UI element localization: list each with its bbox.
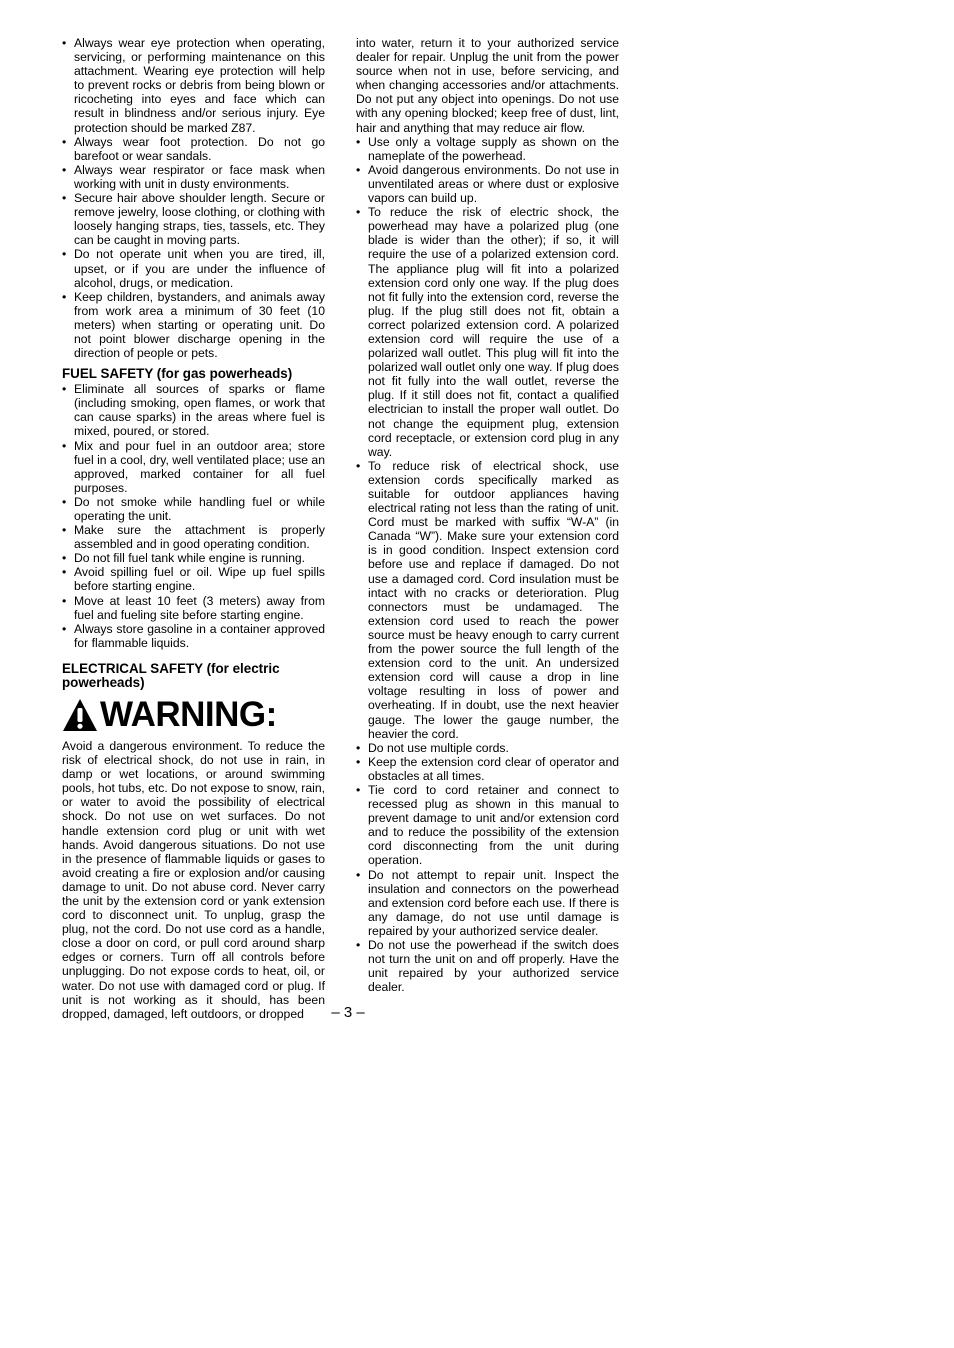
general-safety-list	[62, 36, 325, 360]
list-item: • To reduce the risk of electric shock, the powerhead may have a polarized plug (one blade is wider than the other); if so, it will require the use of a polarized extension cord. The appliance plug will fit into a polarized extension cord only one way. If the plug does not fit fully into the extension cord, reverse the plug. If the plug still does not fit, obtain a correct polarized extension cord. A polarized extension cord will require the use of a polarized wall outlet. This plug will fit into the polarized wall outlet only one way. If plug does not fit fully into the wall outlet, reverse the plug. If it still does not fit, contact a qualified electrician to install the proper wall outlet. Do not change the equipment plug, extension cord receptacle, or extension cord plug in any way.	[356, 205, 619, 459]
page-number: – 3 –	[331, 1004, 365, 1021]
electrical-safety-list	[356, 135, 619, 995]
list-item: • Do not fill fuel tank while engine is running.	[62, 551, 325, 565]
list-item: • Keep the extension cord clear of operator and obstacles at all times.	[356, 755, 619, 783]
list-item: • Always wear eye protection when operating, servicing, or performing maintenance on this attachment. Wearing eye protection will help to prevent rocks or debris from being blown or ricocheting into eyes and face which can result in blindness and/or serious injury. Eye protection should be marked Z87.	[62, 36, 325, 135]
fuel-safety-heading: FUEL SAFETY (for gas powerheads)	[62, 366, 293, 382]
list-item: • Always wear foot protection. Do not go barefoot or wear sandals.	[62, 135, 325, 163]
list-item: • Avoid dangerous environments. Do not use in unventilated areas or where dust or explosive vapors can build up.	[356, 163, 619, 205]
list-item: • Do not attempt to repair unit. Inspect the insulation and connectors on the powerhead and extension cord before each use. If there is any damage, do not use until damage is repaired by your authorized service dealer.	[356, 868, 619, 938]
warning-banner	[62, 692, 325, 738]
list-item: • Use only a voltage supply as shown on the nameplate of the powerhead.	[356, 135, 619, 163]
electrical-safety-heading: ELECTRICAL SAFETY (for electric powerheads)	[62, 660, 280, 690]
list-item: • Make sure the attachment is properly assembled and in good operating condition.	[62, 523, 325, 551]
list-item: • Do not use the powerhead if the switch does not turn the unit on and off properly. Have the unit repaired by your authorized service dealer.	[356, 938, 619, 994]
list-item: • Mix and pour fuel in an outdoor area; store fuel in a cool, dry, well ventilated place; use an approved, marked container for all fuel purposes.	[62, 439, 325, 495]
list-item: • Always wear respirator or face mask when working with unit in dusty environments.	[62, 163, 325, 191]
right-column	[356, 36, 619, 994]
list-item: • Avoid spilling fuel or oil. Wipe up fuel spills before starting engine.	[62, 565, 325, 593]
list-item: • Do not operate unit when you are tired, ill, upset, or if you are under the influence of alcohol, drugs, or medication.	[62, 247, 325, 289]
warning-paragraph: Avoid a dangerous environment. To reduce the risk of electrical shock, do not use in rain, in damp or wet locations, or around swimming pools, hot tubs, etc. Do not expose to snow, rain, or water to avoid the possibility of electrical shock. Do not use on wet surfaces. Do not handle extension cord plug or unit with wet hands. Avoid dangerous situations. Do not use in the presence of flammable liquids or gases to avoid creating a fire or explosion and/or causing damage to unit. Do not abuse cord. Never carry the unit by the extension cord or yank extension cord to disconnect unit. To unplug, grasp the plug, not the cord. Do not use cord as a handle, close a door on cord, or pull cord around sharp edges or corners. Turn off all controls before unplugging. Do not expose cords to heat, oil, or water. Do not use with damaged cord or plug. If unit is not working as it should, has been dropped, damaged, left outdoors, or dropped	[62, 738, 325, 1021]
warning-label: WARNING:	[100, 694, 277, 734]
list-item: • Eliminate all sources of sparks or flame (including smoking, open flames, or work that can cause sparks) in the areas where fuel is mixed, poured, or stored.	[62, 382, 325, 438]
list-item: • Keep children, bystanders, and animals away from work area a minimum of 30 feet (10 meters) when starting or operating unit. Do not point blower discharge opening in the direction of people or pets.	[62, 290, 325, 360]
list-item: • Move at least 10 feet (3 meters) away from fuel and fueling site before starting engine.	[62, 594, 325, 622]
list-item: • To reduce risk of electrical shock, use extension cords specifically marked as suitable for outdoor appliances having electrical rating not less than the rating of unit. Cord must be marked with suffix “W-A” (in Canada “W”). Make sure your extension cord is in good condition. Inspect extension cord before use and replace if damaged. Do not use a damaged cord. Cord insulation must be intact with no cracks or deterioration. Plug connectors must be undamaged. The extension cord used to reach the power source must be heavy enough to carry current from the power source the full length of the extension cord to the unit. An undersized extension cord will cause a drop in line voltage resulting in loss of power and overheating. If in doubt, use the next heavier gauge. The lower the gauge number, the heavier the cord.	[356, 459, 619, 741]
list-item: • Always store gasoline in a container approved for flammable liquids.	[62, 622, 325, 650]
list-item: • Do not smoke while handling fuel or while operating the unit.	[62, 495, 325, 523]
left-column	[62, 36, 325, 1021]
list-item: • Do not use multiple cords.	[356, 741, 619, 755]
fuel-safety-list	[62, 382, 325, 650]
list-item: • Tie cord to cord retainer and connect to recessed plug as shown in this manual to prevent damage to unit and/or extension cord and to reduce the possibility of the extension cord disconnecting from the unit during operation.	[356, 783, 619, 868]
warning-triangle-icon	[62, 698, 98, 732]
list-item: • Secure hair above shoulder length. Secure or remove jewelry, loose clothing, or clothing with loosely hanging straps, ties, tassels, etc. They can be caught in moving parts.	[62, 191, 325, 247]
continued-paragraph: into water, return it to your authorized service dealer for repair. Unplug the unit from the power source when not in use, before servicing, and when changing accessories and/or attachments. Do not put any object into openings. Do not use with any opening blocked; keep free of dust, lint, hair and anything that may reduce air flow.	[356, 36, 619, 135]
